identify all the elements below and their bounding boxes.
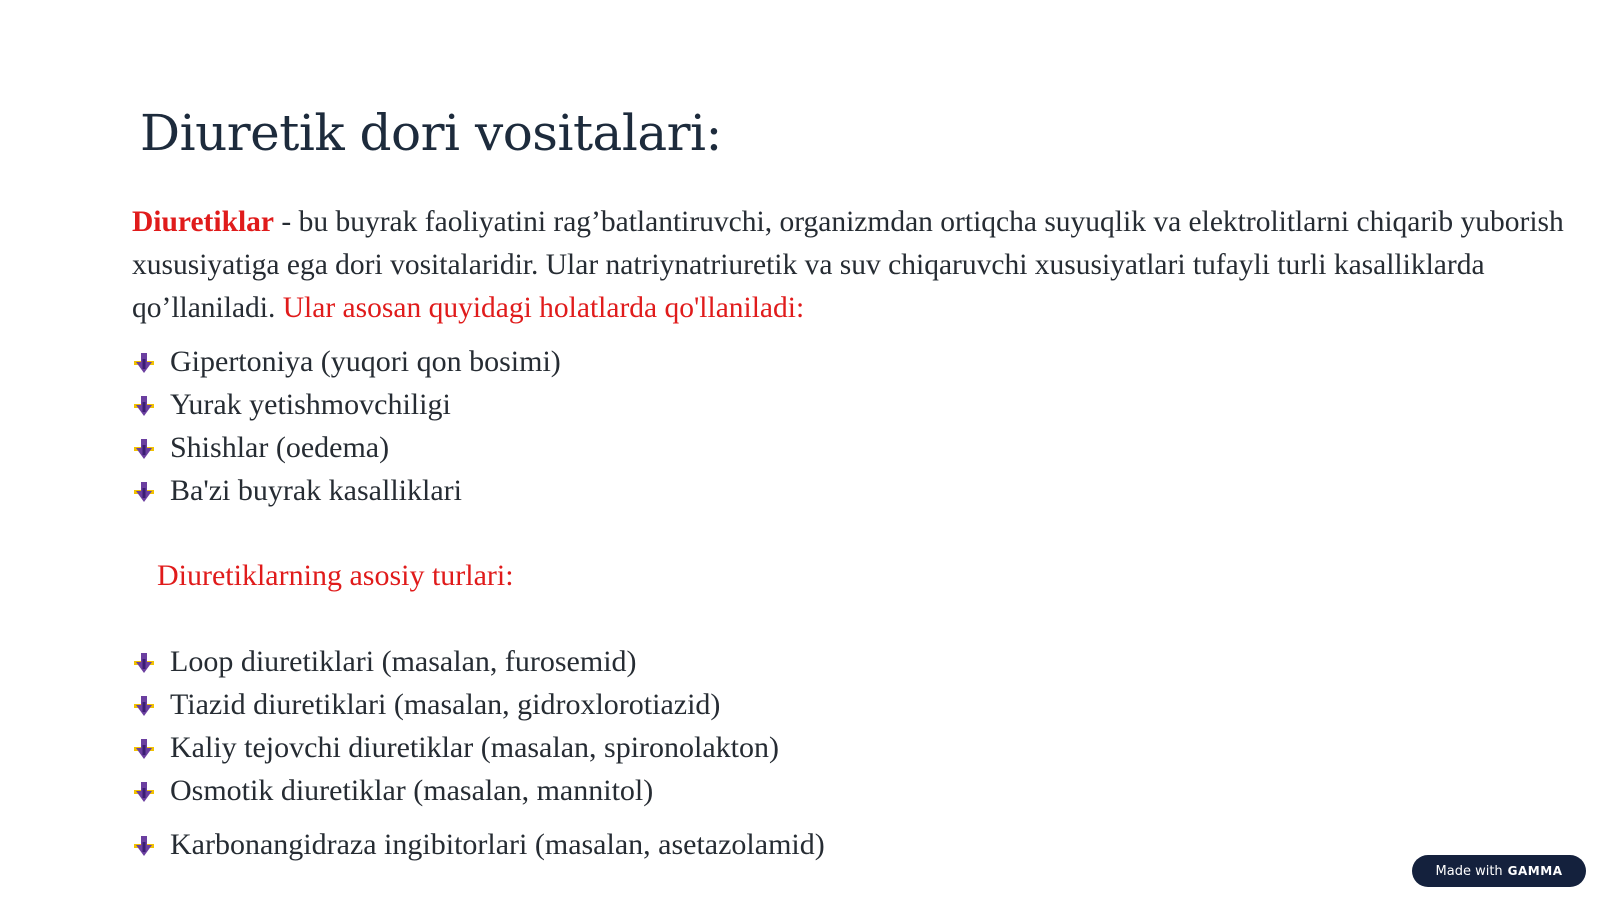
list-item-text: Kaliy tejovchi diuretiklar (masalan, spironolakton) [170,731,779,764]
list-item-text: Gipertoniya (yuqori qon bosimi) [170,345,561,378]
down-arrow-plus-icon [132,737,156,761]
badge-prefix: Made with [1435,863,1503,879]
list-item-text: Shishlar (oedema) [170,431,390,464]
types-list [132,640,825,866]
page-title: Diuretik dori vositalari: [140,104,722,162]
intro-paragraph [132,201,1572,330]
made-with-gamma-badge[interactable] [1412,855,1586,887]
intro-highlight: Ular asosan quyidagi holatlarda qo'llaniladi: [282,292,805,324]
list-item [132,726,825,769]
list-item-text: Tiazid diuretiklari (masalan, gidroxlorotiazid) [170,688,721,721]
list-item [132,426,561,469]
list-item-text: Osmotik diuretiklar (masalan, mannitol) [170,774,654,807]
gamma-logo: GAMMA [1507,864,1563,878]
intro-term: Diuretiklar [132,206,275,238]
list-item-text: Ba'zi buyrak kasalliklari [170,474,462,507]
list-item [132,640,825,683]
down-arrow-plus-icon [132,694,156,718]
list-item [132,469,561,512]
list-item-text: Karbonangidraza ingibitorlari (masalan, asetazolamid) [170,828,825,861]
list-item [132,340,561,383]
list-item [132,769,825,812]
uses-list [132,340,561,512]
down-arrow-plus-icon [132,480,156,504]
list-item [132,823,825,866]
down-arrow-plus-icon [132,780,156,804]
intro-body: - bu buyrak faoliyatini rag’batlantiruvchi, organizmdan ortiqcha suyuqlik va elektrolitlarni chiqarib yuborish xususiyatiga ega dori vositalaridir. Ular natriynatriuretik va suv chiqaruvchi xususiyatlari tufayli turli kasalliklarda qo’llaniladi. [132,206,1564,324]
down-arrow-plus-icon [132,651,156,675]
down-arrow-plus-icon [132,394,156,418]
list-item-text: Loop diuretiklari (masalan, furosemid) [170,645,637,678]
types-heading: Diuretiklarning asosiy turlari: [157,559,514,592]
list-item [132,383,561,426]
down-arrow-plus-icon [132,834,156,858]
down-arrow-plus-icon [132,351,156,375]
list-item-text: Yurak yetishmovchiligi [170,388,451,421]
list-item [132,683,825,726]
down-arrow-plus-icon [132,437,156,461]
